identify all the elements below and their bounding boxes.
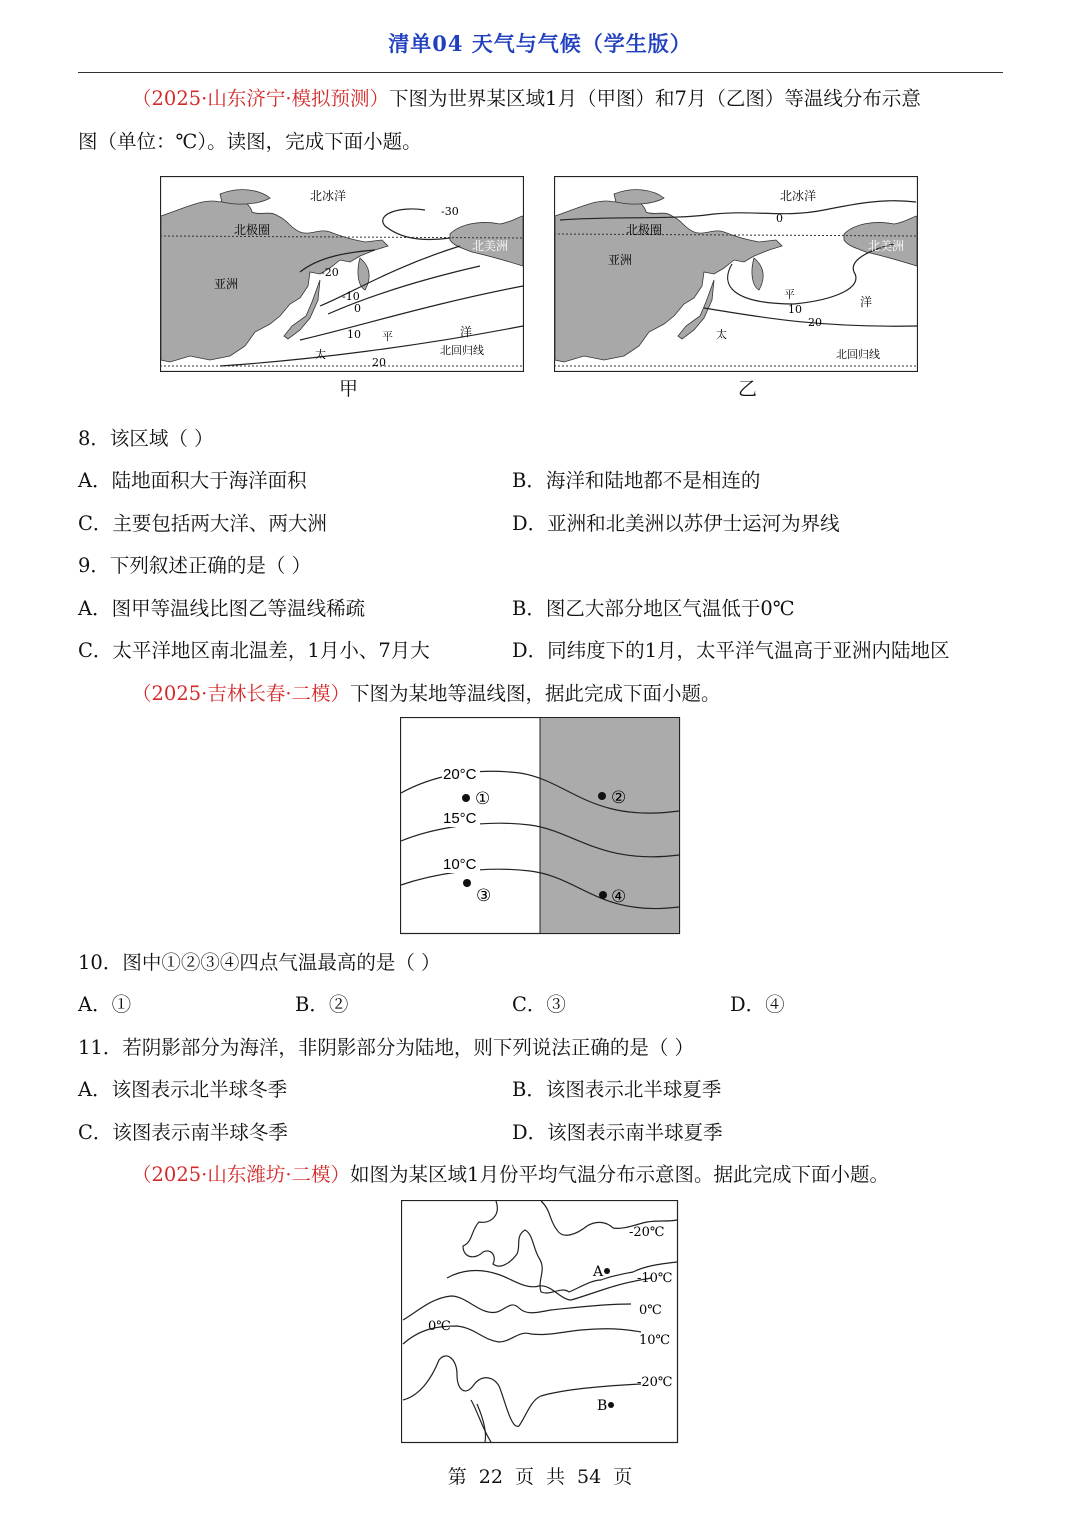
q8-stem: 8．该区域（ ） — [78, 427, 214, 450]
isotherm-label-minus10: -10℃ — [637, 1271, 673, 1286]
source-tag: （2025·吉林长春·二模） — [132, 682, 351, 705]
q9-stem: 9．下列叙述正确的是（ ） — [78, 554, 312, 577]
footer-suffix: 页 — [613, 1466, 633, 1488]
footer-current-page: 22 — [478, 1466, 503, 1488]
isotherm-label-minus20-south: -20℃ — [637, 1375, 673, 1390]
intro-text: 如图为某区域1月份平均气温分布示意图。据此完成下面小题。 — [350, 1163, 889, 1186]
intro-3 — [132, 1163, 889, 1186]
map-jia — [160, 176, 524, 372]
q11-option-a[interactable]: A．该图表示北半球冬季 — [78, 1078, 288, 1101]
q10-stem: 10．图中①②③④四点气温最高的是（ ） — [78, 951, 441, 974]
q10-option-c[interactable]: C．③ — [512, 993, 566, 1016]
isotherm-label-minus20-north: -20℃ — [629, 1225, 665, 1240]
q9-option-b[interactable]: B．图乙大部分地区气温低于0℃ — [512, 597, 795, 620]
q9-option-d[interactable]: D．同纬度下的1月，太平洋气温高于亚洲内陆地区 — [512, 639, 950, 662]
isotherm-label-20: 20°C — [443, 766, 477, 783]
isotherm-label-20: 20 — [808, 316, 822, 329]
point-3-label: ③ — [476, 886, 492, 906]
label-tai: 太 — [315, 348, 326, 361]
january-temperature-map-svg — [401, 1200, 679, 1444]
source-tag: （2025·山东潍坊·二模） — [132, 1163, 351, 1186]
point-2-label: ② — [611, 788, 627, 808]
january-temperature-map — [401, 1200, 679, 1444]
isotherm-label-10: 10 — [347, 328, 361, 341]
isotherm-label-minus30: -30 — [441, 205, 459, 218]
point-3-dot — [463, 879, 471, 887]
isotherm-label-20: 20 — [372, 356, 386, 369]
q11-option-b[interactable]: B．该图表示北半球夏季 — [512, 1078, 722, 1101]
point-a-dot — [604, 1268, 610, 1274]
label-tropic: 北回归线 — [440, 344, 484, 357]
label-arctic-circle: 北极圈 — [626, 223, 663, 237]
footer-page-prefix: 第 — [447, 1466, 467, 1488]
isotherm-label-10: 10°C — [443, 856, 477, 873]
isotherm-label-minus10: -10 — [342, 290, 360, 303]
intro-1-line-2: 图（单位：℃）。读图，完成下面小题。 — [78, 130, 422, 153]
point-b-dot — [608, 1402, 614, 1408]
label-yang: 洋 — [860, 295, 873, 309]
page-footer — [0, 1462, 1080, 1489]
point-4-label: ④ — [611, 887, 627, 907]
q9-option-a[interactable]: A．图甲等温线比图乙等温线稀疏 — [78, 597, 366, 620]
isotherm-label-0: 0 — [776, 212, 783, 225]
intro-1-line-1 — [132, 87, 921, 110]
isotherm-label-0: 0 — [354, 302, 361, 315]
footer-sep: 页 — [514, 1466, 534, 1488]
isotherm-label-inner-0: 0℃ — [428, 1319, 451, 1334]
label-north-america: 北美洲 — [868, 239, 905, 253]
point-1-dot — [462, 794, 470, 802]
q11-option-d[interactable]: D．该图表示南半球夏季 — [512, 1121, 723, 1144]
label-asia: 亚洲 — [214, 277, 239, 291]
footer-total-pages: 54 — [577, 1466, 602, 1488]
q11-stem: 11．若阴影部分为海洋，非阴影部分为陆地，则下列说法正确的是（ ） — [78, 1036, 695, 1059]
q8-option-c[interactable]: C．主要包括两大洋、两大洲 — [78, 512, 327, 535]
map-jia-svg — [160, 176, 524, 372]
q10-option-b[interactable]: B．② — [295, 993, 349, 1016]
point-b-label: B — [597, 1398, 608, 1414]
label-yang: 洋 — [460, 325, 473, 339]
q8-option-d[interactable]: D．亚洲和北美洲以苏伊士运河为界线 — [512, 512, 840, 535]
isotherm-label-10: 10 — [788, 303, 802, 316]
q8-option-b[interactable]: B．海洋和陆地都不是相连的 — [512, 469, 761, 492]
isotherm-label-minus20: -20 — [321, 266, 339, 279]
caption-jia: 甲 — [339, 378, 359, 400]
label-asia: 亚洲 — [608, 253, 633, 267]
isotherm-label-0: 0℃ — [639, 1303, 662, 1318]
header-rule — [78, 72, 1003, 73]
q8-option-a[interactable]: A．陆地面积大于海洋面积 — [78, 469, 307, 492]
label-ping: 平 — [784, 288, 795, 301]
isotherm-label-10: 10℃ — [639, 1333, 671, 1348]
point-a-label: A — [593, 1264, 604, 1280]
source-tag: （2025·山东济宁·模拟预测） — [132, 87, 390, 110]
isotherm-label-15: 15°C — [443, 810, 477, 827]
q11-option-c[interactable]: C．该图表示南半球冬季 — [78, 1121, 288, 1144]
footer-total-prefix: 共 — [546, 1466, 566, 1488]
point-2-dot — [598, 792, 606, 800]
point-1-label: ① — [475, 789, 491, 809]
q10-option-d[interactable]: D．④ — [730, 993, 785, 1016]
caption-yi: 乙 — [738, 378, 758, 400]
label-tai: 太 — [716, 328, 727, 341]
q10-option-a[interactable]: A．① — [78, 993, 132, 1016]
intro-text: 下图为某地等温线图，据此完成下面小题。 — [350, 682, 721, 705]
label-north-america: 北美洲 — [472, 239, 509, 253]
q9-option-c[interactable]: C．太平洋地区南北温差，1月小、7月大 — [78, 639, 430, 662]
intro-2 — [132, 682, 721, 705]
label-arctic-circle: 北极圈 — [234, 223, 271, 237]
label-arctic-ocean: 北冰洋 — [780, 189, 817, 203]
page-title: 清单04 天气与气候（学生版） — [388, 31, 692, 56]
isotherm-diagram-svg — [400, 717, 681, 935]
label-tropic: 北回归线 — [836, 348, 880, 361]
point-4-dot — [599, 891, 607, 899]
isotherm-diagram — [400, 717, 681, 935]
map-yi-svg — [554, 176, 918, 372]
label-arctic-ocean: 北冰洋 — [310, 189, 347, 203]
intro-text: 下图为世界某区域1月（甲图）和7月（乙图）等温线分布示意 — [389, 87, 921, 110]
map-yi — [554, 176, 918, 372]
label-ping: 平 — [382, 330, 393, 343]
